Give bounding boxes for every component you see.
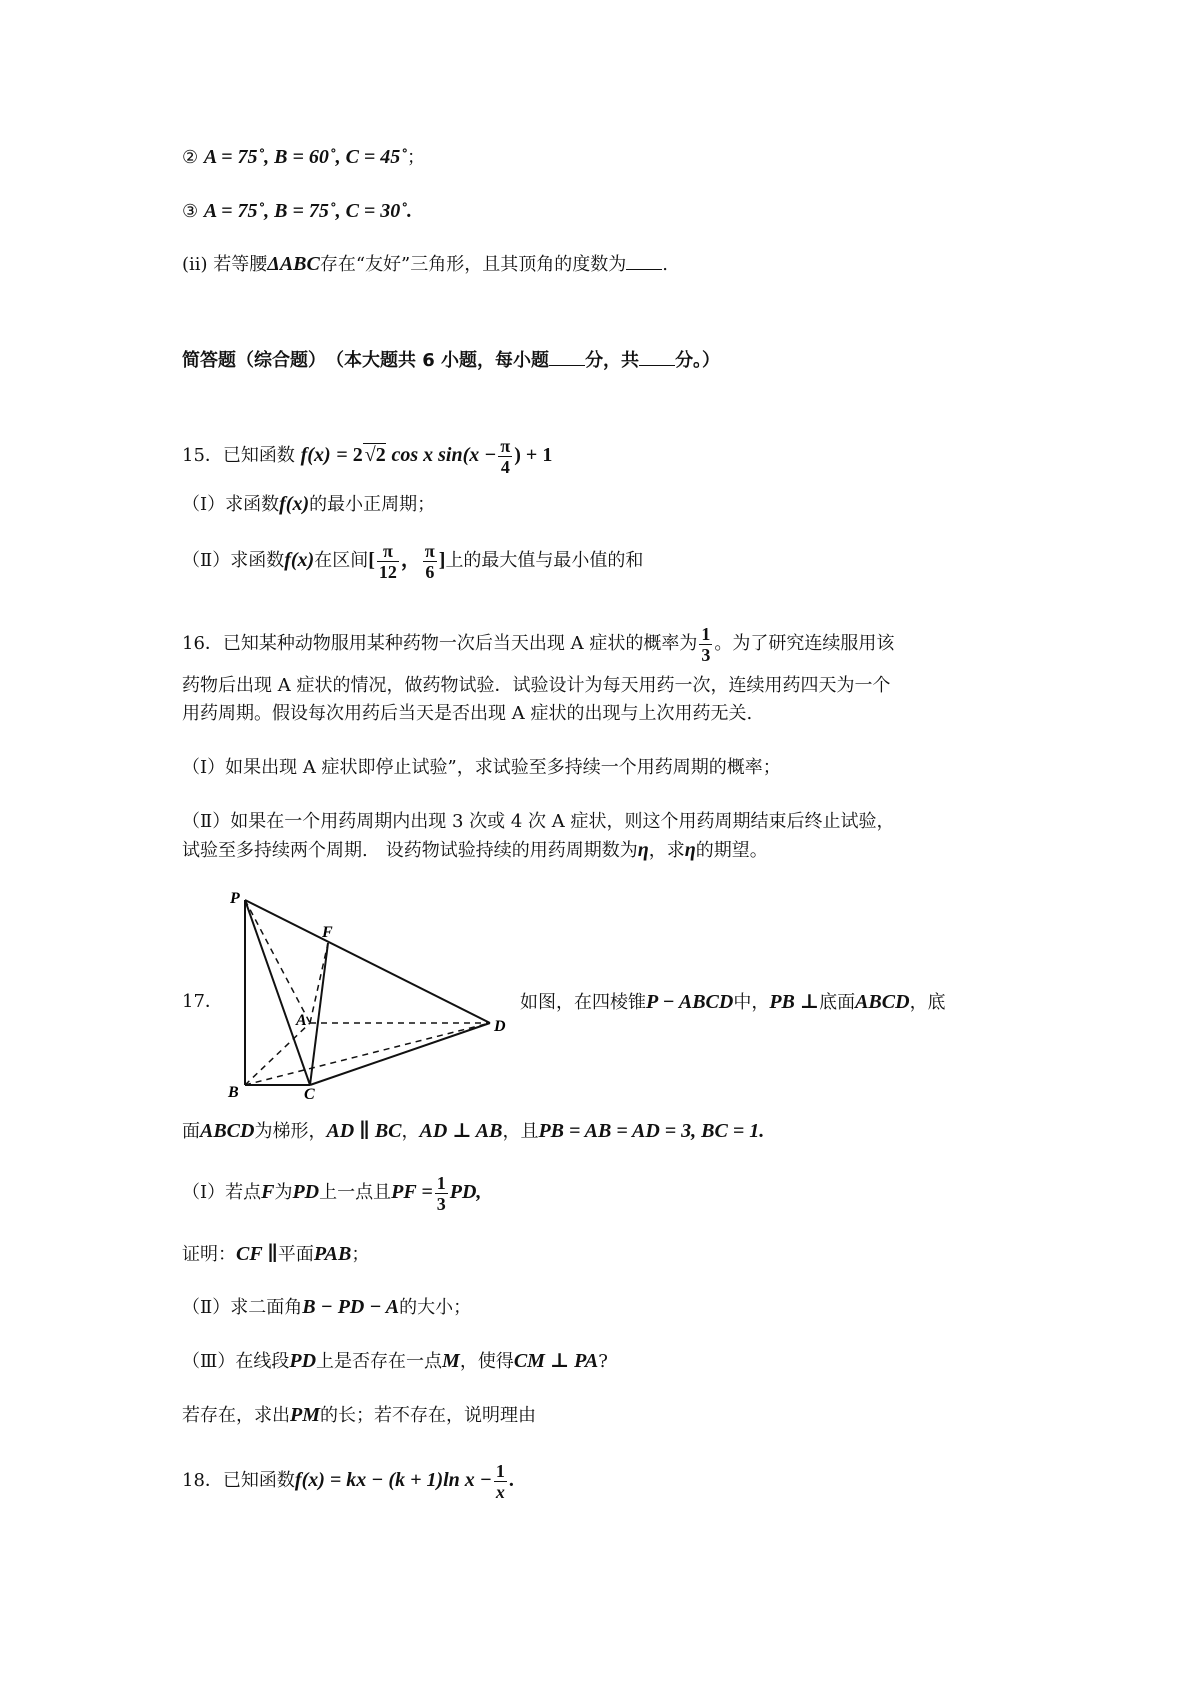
edge-CD bbox=[310, 1023, 490, 1085]
math-symbol: PD bbox=[292, 1181, 320, 1203]
question-17-part-3 bbox=[182, 1347, 608, 1376]
text: 试验至多持续两个周期. 设药物试验持续的用药周期数为 bbox=[182, 840, 638, 861]
math-expression: = 2 bbox=[336, 444, 363, 466]
text: ，底 bbox=[909, 992, 946, 1013]
numerator: π bbox=[377, 541, 399, 562]
edge-AB bbox=[245, 1023, 310, 1085]
math-expression: P − ABCD bbox=[646, 991, 734, 1013]
label-D: D bbox=[494, 1018, 506, 1035]
denominator: x bbox=[495, 1481, 505, 1502]
heading-text: 简答题（综合题） （本大题共 6 小题，每小题 bbox=[182, 350, 550, 371]
numerator: 1 bbox=[701, 623, 711, 644]
question-text: 15．已知函数 bbox=[182, 445, 295, 466]
text: （Ⅰ）若点 bbox=[182, 1182, 262, 1203]
text: 上一点且 bbox=[319, 1182, 392, 1203]
text: 如图，在四棱锥 bbox=[520, 992, 646, 1013]
question-15-part-1 bbox=[182, 490, 435, 519]
math-symbol: PD bbox=[289, 1350, 317, 1372]
math-symbol: F bbox=[261, 1181, 275, 1203]
text: 平面 bbox=[277, 1244, 314, 1265]
math-expression: A = 75˚, B = 60˚, C = 45˚ bbox=[203, 146, 407, 168]
text: 16．已知某种动物服用某种药物一次后当天出现 A 症状的概率为 bbox=[182, 633, 698, 654]
section-heading bbox=[182, 347, 720, 375]
label-C: C bbox=[304, 1086, 315, 1100]
text: 用药周期。假设每次用药后当天是否出现 A 症状的出现与上次用药无关. bbox=[182, 703, 753, 724]
question-16-part-1 bbox=[182, 754, 781, 782]
segment-CF bbox=[310, 943, 328, 1085]
punctuation: . bbox=[508, 1469, 514, 1491]
text: （Ⅰ）求函数 bbox=[182, 494, 280, 515]
denominator: 12 bbox=[378, 561, 397, 582]
question-16-line-1 bbox=[182, 622, 894, 666]
math-expression: AD ⊥ AB bbox=[419, 1120, 503, 1142]
text: （Ⅱ）求二面角 bbox=[182, 1297, 303, 1318]
text: 的长；若不存在，说明理由 bbox=[320, 1405, 536, 1426]
text: 面 bbox=[182, 1121, 200, 1142]
numerator: 1 bbox=[436, 1172, 446, 1193]
option-2-line bbox=[182, 143, 425, 172]
text: ，求 bbox=[648, 840, 685, 861]
text: ， bbox=[401, 1121, 420, 1142]
fraction-pi-over-6 bbox=[423, 541, 437, 582]
math-expression: ΔABC bbox=[267, 253, 320, 275]
math-expression: PF = bbox=[391, 1181, 433, 1203]
question-ii-line bbox=[182, 250, 668, 279]
math-expression: PB ⊥ bbox=[769, 991, 820, 1013]
question-17-line-2 bbox=[182, 1117, 764, 1146]
question-18 bbox=[182, 1458, 514, 1503]
question-15 bbox=[182, 433, 552, 478]
option-marker: ② bbox=[182, 147, 199, 168]
text: ，使得 bbox=[459, 1351, 514, 1372]
numerator: π bbox=[500, 435, 511, 456]
fraction-one-third bbox=[699, 624, 712, 665]
fraction-one-over-x bbox=[494, 1461, 507, 1502]
text: 在区间 bbox=[314, 550, 369, 571]
heading-text: 分。） bbox=[675, 350, 721, 371]
text: （Ⅲ）在线段 bbox=[182, 1351, 290, 1372]
math-function: f(x) bbox=[284, 549, 315, 571]
question-17-part-1 bbox=[182, 1170, 481, 1215]
punctuation: ； bbox=[406, 147, 425, 168]
fraction-pi-over-4 bbox=[498, 436, 512, 477]
math-expression: PB = AB = AD = 3, BC = 1. bbox=[538, 1120, 765, 1142]
heading-text: 分，共 bbox=[585, 350, 640, 371]
sqrt-content: 2 bbox=[375, 444, 386, 466]
text: （Ⅱ）如果在一个用药周期内出现 3 次或 4 次 A 症状，则这个用药周期结束后终止试验， bbox=[182, 811, 895, 832]
diagonal-BD bbox=[245, 1023, 490, 1085]
text: 。为了研究连续服用该 bbox=[714, 633, 895, 654]
text: 药物后出现 A 症状的情况，做药物试验．试验设计为每天用药一次，连续用药四天为一个 bbox=[182, 675, 891, 696]
text: ? bbox=[598, 1351, 608, 1372]
bracket: [ bbox=[368, 549, 375, 571]
label-A: A bbox=[296, 1012, 307, 1029]
question-17-line-1 bbox=[520, 988, 946, 1017]
question-16-line-3 bbox=[182, 700, 752, 728]
math-expression: ABCD bbox=[200, 1120, 255, 1142]
math-expression: PAB bbox=[313, 1243, 352, 1265]
question-17-proof bbox=[182, 1240, 369, 1269]
math-expression: PD, bbox=[449, 1181, 482, 1203]
text: 的大小； bbox=[399, 1297, 472, 1318]
text: 上的最大值与最小值的和 bbox=[445, 550, 644, 571]
math-function: f(x) bbox=[279, 493, 310, 515]
text: 若存在，求出 bbox=[182, 1405, 290, 1426]
fraction-one-third bbox=[435, 1173, 448, 1214]
answer-blank bbox=[639, 347, 675, 366]
question-16-part-2 bbox=[182, 808, 894, 836]
math-expression: ) + 1 bbox=[514, 444, 553, 466]
math-symbol: M bbox=[442, 1350, 460, 1372]
text: （Ⅰ）如果出现 A 症状即停止试验”，求试验至多持续一个用药周期的概率； bbox=[182, 757, 781, 778]
math-expression: CM ⊥ PA bbox=[513, 1350, 599, 1372]
numerator: 1 bbox=[495, 1460, 505, 1481]
punctuation: . bbox=[662, 254, 668, 275]
text: 为 bbox=[274, 1182, 293, 1203]
question-17-part-2 bbox=[182, 1293, 471, 1322]
bracket: ] bbox=[438, 549, 446, 571]
text: （Ⅱ）求函数 bbox=[182, 550, 285, 571]
text: 上是否存在一点 bbox=[316, 1351, 443, 1372]
question-15-part-2 bbox=[182, 538, 643, 583]
math-expression: A = 75˚, B = 75˚, C = 30˚. bbox=[203, 200, 412, 222]
math-symbol: PM bbox=[290, 1404, 320, 1426]
math-expression: AD ∥ BC bbox=[326, 1120, 402, 1142]
denominator: 6 bbox=[425, 561, 435, 582]
math-expression: cos x sin(x − bbox=[391, 444, 497, 466]
text: 的最小正周期； bbox=[309, 494, 436, 515]
denominator: 3 bbox=[436, 1193, 446, 1214]
math-symbol: η bbox=[684, 839, 696, 861]
math-symbol: η bbox=[637, 839, 649, 861]
label-P: P bbox=[230, 890, 240, 907]
fraction-pi-over-12 bbox=[377, 541, 399, 582]
math-expression: CF ∥ bbox=[236, 1243, 278, 1265]
question-17-part-3-cont bbox=[182, 1401, 536, 1430]
math-expression: ABCD bbox=[855, 991, 910, 1013]
text: 18．已知函数 bbox=[182, 1470, 295, 1491]
math-function: f(x) bbox=[300, 444, 331, 466]
question-16-line-2 bbox=[182, 672, 890, 700]
denominator: 3 bbox=[701, 644, 711, 665]
text: 中， bbox=[733, 992, 770, 1013]
text: 的期望。 bbox=[695, 840, 768, 861]
text: 证明： bbox=[182, 1244, 236, 1265]
edge-PA bbox=[245, 900, 310, 1023]
math-expression: B − PD − A bbox=[302, 1296, 400, 1318]
text: 存在“友好”三角形，且其顶角的度数为 bbox=[319, 254, 627, 275]
question-17-number bbox=[182, 988, 223, 1016]
option-marker: ③ bbox=[182, 201, 199, 222]
denominator: 4 bbox=[500, 456, 510, 477]
text: ，且 bbox=[502, 1121, 539, 1142]
text: 底面 bbox=[819, 992, 856, 1013]
text: (ii) 若等腰 bbox=[182, 254, 268, 275]
question-number: 17． bbox=[182, 991, 223, 1012]
pyramid-figure bbox=[220, 885, 515, 1100]
label-B: B bbox=[228, 1084, 239, 1100]
question-16-part-2-cont bbox=[182, 836, 768, 865]
numerator: π bbox=[424, 540, 435, 561]
label-F: F bbox=[322, 924, 333, 941]
math-expression: f(x) = kx − (k + 1)ln x − bbox=[294, 1469, 492, 1491]
answer-blank bbox=[549, 347, 585, 366]
text: 为梯形， bbox=[254, 1121, 327, 1142]
sqrt-radical: √2 bbox=[364, 444, 386, 466]
punctuation: ， bbox=[400, 549, 421, 571]
option-3-line bbox=[182, 197, 412, 226]
text: ； bbox=[351, 1244, 370, 1265]
answer-blank bbox=[626, 251, 662, 270]
